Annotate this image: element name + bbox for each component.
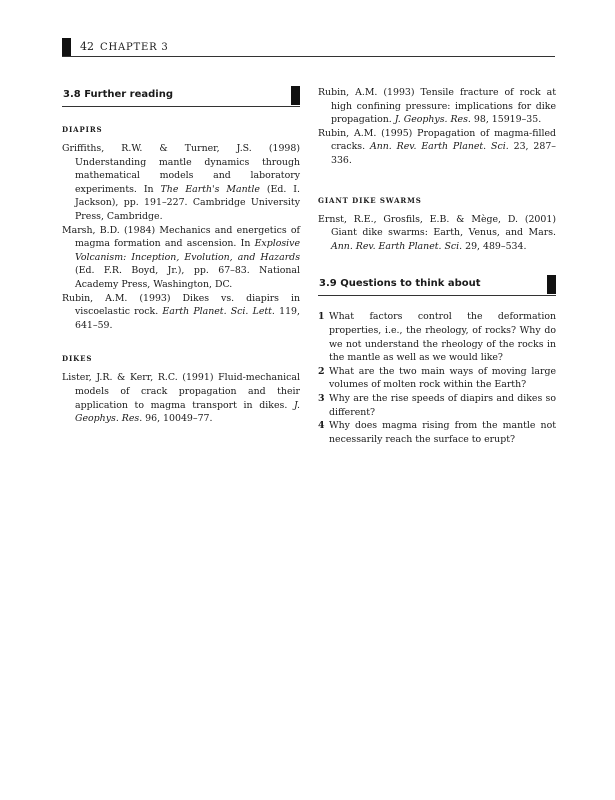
question-text: Why are the rise speeds of diapirs and dikes so different?: [329, 392, 556, 418]
question-text: What are the two main ways of moving large volumes of molten rock within the Earth?: [329, 365, 556, 391]
running-head: [80, 40, 169, 53]
question-item: [318, 392, 556, 419]
subheading-giant-dike-swarms: GIANT DIKE SWARMS: [318, 195, 422, 205]
reference: Ernst, R.E., Grosfils, E.B. & Mège, D. (2001) Giant dike swarms: Earth, Venus, and Mars. Ann. Rev. Earth Planet. Sci. 29, 489–534.: [318, 213, 556, 252]
reference: Rubin, A.M. (1993) Tensile fracture of rock at high confining pressure: implications for dike propagation. J. Geophys. Res. 98, 15919–35.: [318, 87, 556, 126]
question-number: 2: [318, 365, 325, 377]
page-header: [62, 38, 555, 58]
reference: Rubin, A.M. (1995) Propagation of magma-filled cracks. Ann. Rev. Earth Planet. Sci. 23, 287–336.: [318, 127, 556, 166]
section-title: 3.9 Questions to think about: [319, 278, 481, 290]
reference: Rubin, A.M. (1993) Dikes vs. diapirs in viscoelastic rock. Earth Planet. Sci. Lett. 119, 641–59.: [62, 292, 300, 331]
header-rule: [62, 56, 555, 57]
reference: Griffiths, R.W. & Turner, J.S. (1998) Understanding mantle dynamics through mathematical models and laboratory experiments. In The Earth's Mantle (Ed. I. Jackson), pp. 191–227. Cambridge University Press, Cambridge.: [62, 143, 300, 222]
question-item: [318, 419, 556, 446]
header-marker-block: [62, 38, 71, 56]
question-number: 3: [318, 392, 325, 404]
subheading-dikes: DIKES: [62, 354, 93, 364]
right-column: [318, 86, 556, 446]
question-item: [318, 310, 556, 364]
question-number: 1: [318, 311, 325, 323]
chapter-label: CHAPTER 3: [100, 42, 169, 53]
question-text: Why does magma rising from the mantle not necessarily reach the surface to erupt?: [329, 420, 556, 445]
subheading-diapirs: DIAPIRS: [62, 125, 103, 134]
left-column: [62, 86, 300, 426]
reference: Marsh, B.D. (1984) Mechanics and energetics of magma formation and ascension. In Explosive Volcanism: Inception, Evolution, and Hazards (Ed. F.R. Boyd, Jr.), pp. 67–83. National Academy Press, Washington, DC.: [62, 224, 300, 290]
section-title: 3.8 Further reading: [63, 89, 173, 100]
section-heading-further-reading: [62, 86, 300, 107]
section-heading-questions: [318, 275, 556, 296]
reference: Lister, J.R. & Kerr, R.C. (1991) Fluid-mechanical models of crack propagation and their application to magma transport in dikes. J. Geophys. Res. 96, 10049–77.: [62, 372, 300, 425]
question-number: 4: [318, 420, 325, 432]
section-marker-bar: [291, 86, 300, 105]
question-item: [318, 365, 556, 392]
page-number: 42: [80, 40, 94, 53]
section-marker-bar: [547, 275, 556, 294]
question-text: What factors control the deformation properties, i.e., the rheology, of rocks? Why do we not understand the rheology of the rocks in the mantle as well as we would like?: [329, 311, 556, 364]
